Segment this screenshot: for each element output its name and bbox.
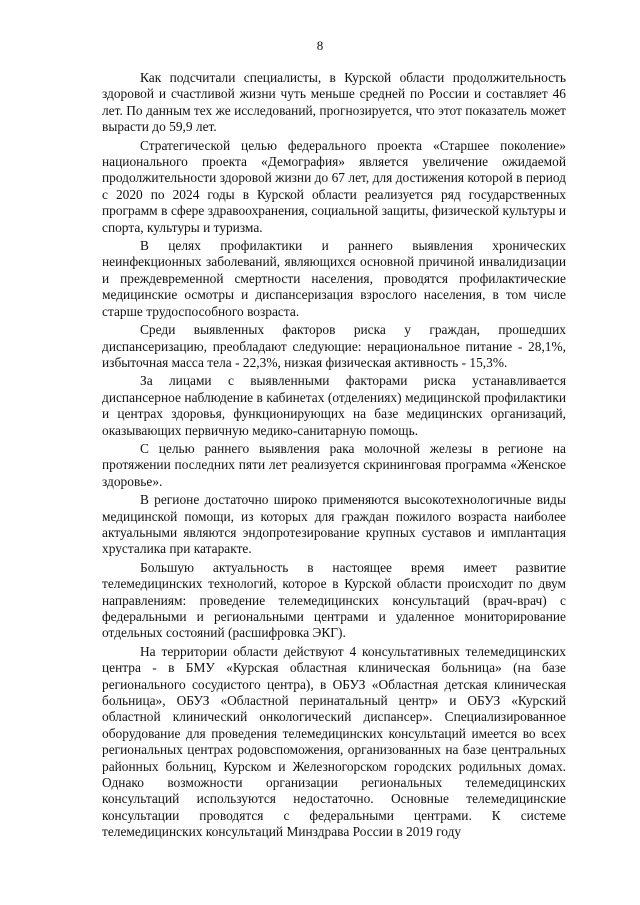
paragraph-risk-factors: Среди выявленных факторов риска у граждан, прошедших диспансеризацию, преобладают следующие: нерациональное питание - 28,1%, избыточная масса тела - 22,3%, низкая физическая активность - 15,3%. (102, 322, 566, 370)
body-text (102, 70, 566, 841)
page-number: 8 (316, 38, 324, 53)
paragraph-telemedicine: Большую актуальность в настоящее время имеет развитие телемедицинских технологий, которое в Курской области происходит по двум направлениям: проведение телемедицинских консультаций (врач-врач) с федеральными и региональными центрами и удаленное мониторирование отдельных состояний (расшифровка ЭКГ). (102, 559, 566, 641)
paragraph-strategic-goal: Стратегической целью федерального проекта «Старшее поколение» национального проекта «Демография» является увеличение ожидаемой продолжительности здоровой жизни до 67 лет, для достижения которой в период с 2020 по 2024 годы в Курской области реализуется ряд государственных программ в сфере здравоохранения, социальной защиты, физической культуры и спорта, культуры и туризма. (102, 137, 566, 235)
paragraph-screening-program: С целью раннего выявления рака молочной железы в регионе на протяжении последних пяти лет реализуется скрининговая программа «Женское здоровье». (102, 440, 566, 489)
paragraph-prevention: В целях профилактики и раннего выявления хронических неинфекционных заболеваний, являющихся основной причиной инвалидизации и преждевременной смертности населения, проводятся профилактические медицинские осмотры и диспансеризация взрослого населения, в том числе старше трудоспособного возраста. (102, 238, 566, 319)
paragraph-dispensary-observation: За лицами с выявленными факторами риска устанавливается диспансерное наблюдение в кабинетах (отделениях) медицинской профилактики и центрах здоровья, функционирующих на базе медицинских организаций, оказывающих первичную медико-санитарную помощь. (102, 373, 566, 438)
paragraph-telemedicine-centers: На территории области действуют 4 консультативных телемедицинских центра - в БМУ «Курская областная клиническая больница» (на базе регионального сосудистого центра), в ОБУЗ «Областная детская клиническая больница», ОБУЗ «Областной перинатальный центр» и ОБУЗ «Курский областной клинический онкологический диспансер». Специализированное оборудование для проведения телемедицинских консультаций имеется во всех региональных центрах родовспоможения, организованных на базе центральных районных больниц, Курском и Железногорском городских родильных домах. Однако возможности организации региональных телемедицинских консультаций используются недостаточно. Основные телемедицинские консультации проводятся с федеральными центрами. К системе телемедицинских консультаций Минздрава России в 2019 году (102, 643, 566, 840)
paragraph-healthy-life-expectancy: Как подсчитали специалисты, в Курской области продолжительность здоровой и счастливой жизни чуть меньше средней по России и составляет 46 лет. По данным тех же исследований, прогнозируется, что этот показатель может вырасти до 59,9 лет. (102, 70, 566, 135)
paragraph-high-tech-care: В регионе достаточно широко применяются высокотехнологичные виды медицинской помощи, из которых для граждан пожилого возраста наиболее актуальными являются эндопротезирование крупных суставов и имплантация хрусталика при катаракте. (102, 492, 566, 557)
